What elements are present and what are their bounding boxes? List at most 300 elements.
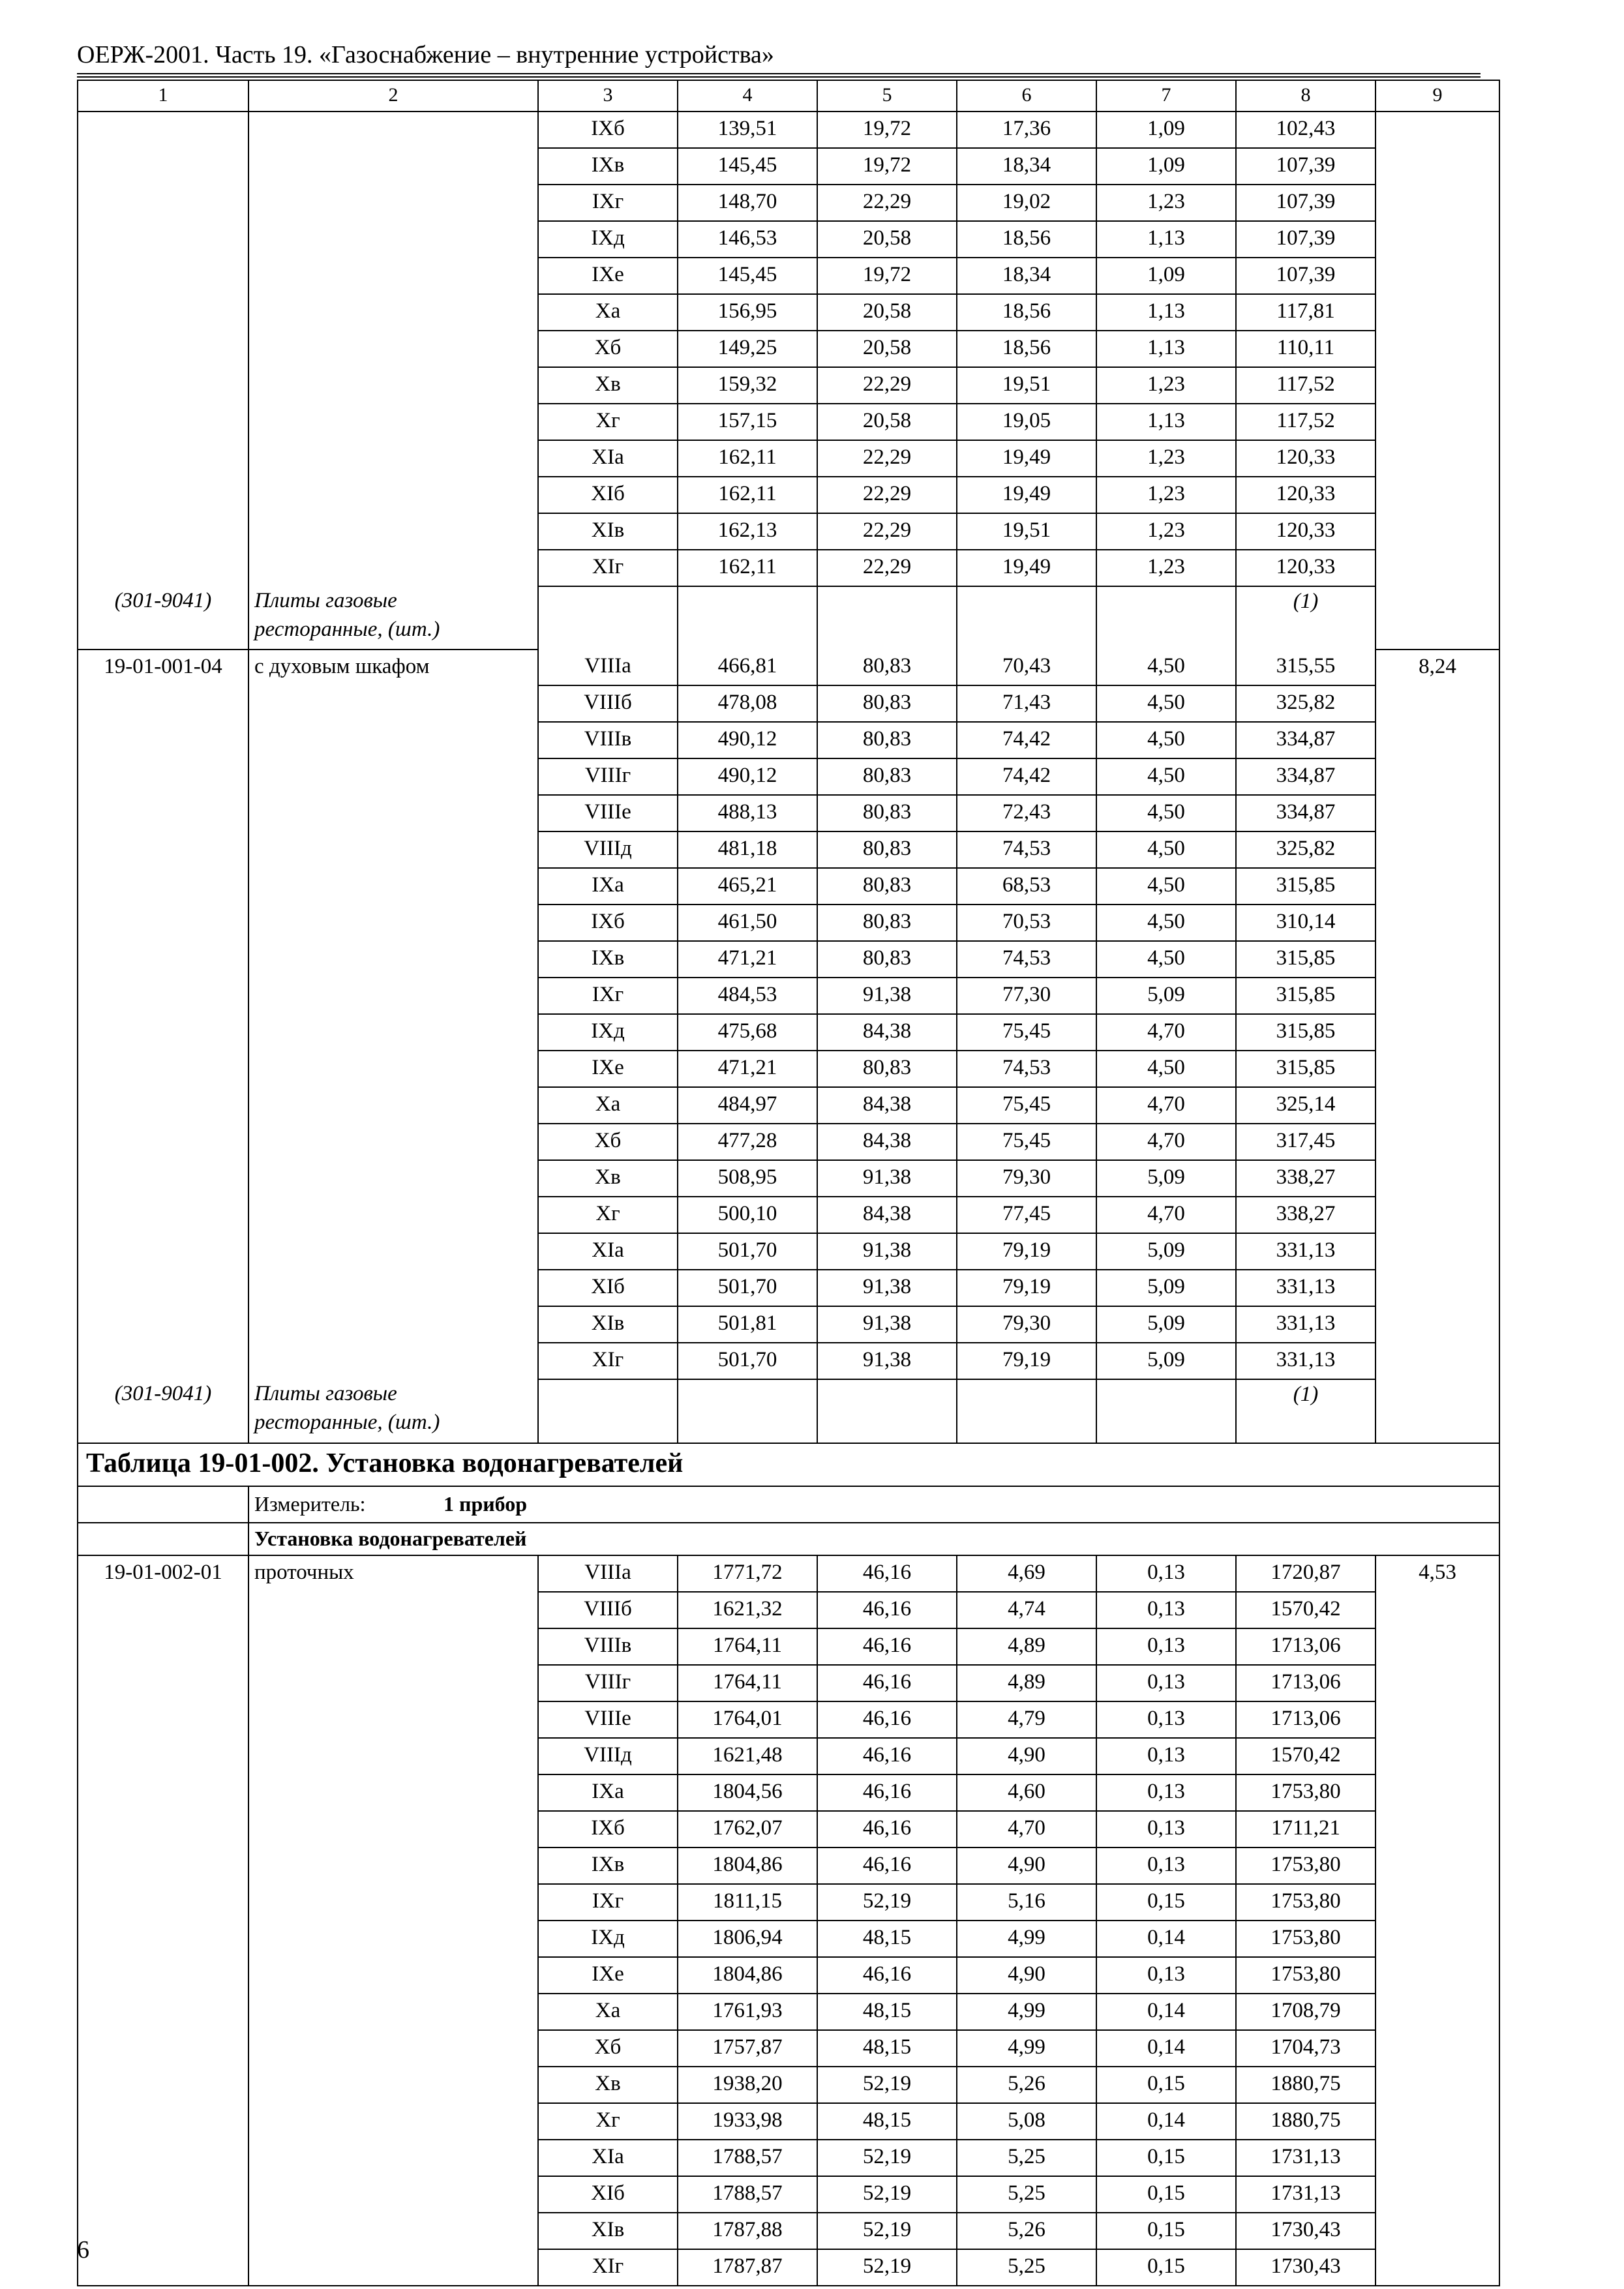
value-cell: 4,89 — [957, 1628, 1096, 1665]
value-cell: 68,53 — [957, 868, 1096, 905]
table-row — [78, 2249, 1499, 2286]
value-cell: 4,69 — [957, 1555, 1096, 1592]
table-row — [78, 331, 1499, 367]
table-cell — [78, 868, 248, 905]
table-cell — [1376, 795, 1499, 831]
table-cell — [78, 440, 248, 477]
column-number-row — [78, 80, 1499, 112]
value-cell: 501,70 — [678, 1343, 817, 1379]
table-cell — [78, 1343, 248, 1379]
value-cell: 1570,42 — [1236, 1738, 1376, 1774]
table-row — [78, 1124, 1499, 1160]
zone-cell: Xб — [538, 2030, 678, 2067]
value-cell: 157,15 — [678, 404, 817, 440]
value-cell: 79,19 — [957, 1270, 1096, 1306]
table-row — [78, 1087, 1499, 1124]
table-cell — [1376, 2030, 1499, 2067]
value-cell: 501,81 — [678, 1306, 817, 1343]
table-cell — [78, 477, 248, 513]
table-row — [78, 1233, 1499, 1270]
value-cell: 477,28 — [678, 1124, 817, 1160]
table-row — [78, 404, 1499, 440]
value-cell: 20,58 — [817, 221, 957, 258]
value-cell: 0,14 — [1096, 1994, 1236, 2030]
table-cell — [1376, 831, 1499, 868]
table-cell — [78, 550, 248, 586]
resource-code: (301-9041) — [78, 1379, 248, 1443]
value-cell: 19,02 — [957, 185, 1096, 221]
table-cell — [957, 1379, 1096, 1443]
table-cell — [78, 795, 248, 831]
table-cell — [248, 1884, 538, 1921]
table-cell — [248, 1994, 538, 2030]
table-cell — [1376, 477, 1499, 513]
table-cell — [248, 1051, 538, 1087]
value-cell: 0,15 — [1096, 2067, 1236, 2103]
zone-cell: Xа — [538, 1087, 678, 1124]
zone-cell: IXд — [538, 1921, 678, 1957]
value-cell: 334,87 — [1236, 795, 1376, 831]
value-cell: 110,11 — [1236, 331, 1376, 367]
table-cell — [1376, 1738, 1499, 1774]
value-cell: 4,70 — [1096, 1197, 1236, 1233]
value-cell: 478,08 — [678, 685, 817, 722]
value-cell: 80,83 — [817, 758, 957, 795]
value-cell: 4,70 — [957, 1811, 1096, 1848]
table-row — [78, 1270, 1499, 1306]
value-cell: 4,50 — [1096, 1051, 1236, 1087]
table-row — [78, 1957, 1499, 1994]
table-row — [78, 650, 1499, 685]
table-cell — [1376, 905, 1499, 941]
value-cell: 490,12 — [678, 722, 817, 758]
table-row — [78, 868, 1499, 905]
value-cell: 18,56 — [957, 221, 1096, 258]
value-cell: 0,13 — [1096, 1628, 1236, 1665]
table-cell — [78, 978, 248, 1014]
table-title: Таблица 19-01-002. Установка водонагревателей — [78, 1443, 1499, 1486]
subsection-title: Установка водонагревателей — [248, 1523, 1499, 1555]
value-cell: 4,99 — [957, 1994, 1096, 2030]
table-cell — [1376, 1994, 1499, 2030]
resource-name-line: ресторанные, (шт.) — [254, 618, 440, 641]
column-number: 1 — [78, 80, 248, 112]
table-row — [78, 550, 1499, 586]
table-cell — [78, 2140, 248, 2176]
value-cell: 4,90 — [957, 1848, 1096, 1884]
value-cell: 500,10 — [678, 1197, 817, 1233]
value-cell: 162,11 — [678, 550, 817, 586]
value-cell: 1,23 — [1096, 440, 1236, 477]
table-cell — [1376, 1592, 1499, 1628]
value-cell: 70,53 — [957, 905, 1096, 941]
value-cell: 471,21 — [678, 1051, 817, 1087]
value-cell: 1753,80 — [1236, 1884, 1376, 1921]
table-row — [78, 294, 1499, 331]
table-cell — [78, 513, 248, 550]
table-cell — [78, 2176, 248, 2213]
table-cell — [957, 586, 1096, 650]
value-cell: 74,42 — [957, 722, 1096, 758]
value-cell: 80,83 — [817, 831, 957, 868]
value-cell: 79,30 — [957, 1306, 1096, 1343]
table-cell — [248, 868, 538, 905]
table-cell — [1376, 367, 1499, 404]
zone-cell: VIIIг — [538, 1665, 678, 1701]
value-cell: 465,21 — [678, 868, 817, 905]
value-cell: 46,16 — [817, 1555, 957, 1592]
value-cell: 48,15 — [817, 2030, 957, 2067]
value-cell: 18,56 — [957, 294, 1096, 331]
table-cell — [78, 1884, 248, 1921]
table-title-row — [78, 1443, 1499, 1486]
value-cell: 74,53 — [957, 1051, 1096, 1087]
value-cell: 46,16 — [817, 1592, 957, 1628]
value-cell: 22,29 — [817, 477, 957, 513]
value-cell: 120,33 — [1236, 477, 1376, 513]
table-cell — [1376, 112, 1499, 148]
value-cell: 1804,86 — [678, 1957, 817, 1994]
value-cell: 80,83 — [817, 650, 957, 685]
value-cell: 334,87 — [1236, 758, 1376, 795]
table-cell — [78, 1994, 248, 2030]
value-cell: 4,99 — [957, 2030, 1096, 2067]
value-cell: 91,38 — [817, 1343, 957, 1379]
rates-table — [77, 80, 1500, 2286]
table-cell — [78, 905, 248, 941]
value-cell: 46,16 — [817, 1738, 957, 1774]
value-cell: 1933,98 — [678, 2103, 817, 2140]
table-cell — [78, 112, 248, 148]
value-cell: 4,50 — [1096, 685, 1236, 722]
value-cell: 4,50 — [1096, 758, 1236, 795]
table-cell — [678, 586, 817, 650]
table-row — [78, 1555, 1499, 1592]
table-cell — [817, 1379, 957, 1443]
zone-cell: IXг — [538, 978, 678, 1014]
zone-cell: Xг — [538, 1197, 678, 1233]
value-cell: 46,16 — [817, 1628, 957, 1665]
table-cell — [1376, 2249, 1499, 2286]
table-row — [78, 758, 1499, 795]
table-cell — [78, 331, 248, 367]
value-cell: 4,50 — [1096, 868, 1236, 905]
value-cell: 5,08 — [957, 2103, 1096, 2140]
zone-cell: Xг — [538, 404, 678, 440]
table-cell — [1376, 1774, 1499, 1811]
zone-cell: Xв — [538, 2067, 678, 2103]
value-cell: 315,85 — [1236, 1051, 1376, 1087]
resource-name-line: ресторанные, (шт.) — [254, 1411, 440, 1434]
table-row — [78, 367, 1499, 404]
value-cell: 1771,72 — [678, 1555, 817, 1592]
value-cell: 1,09 — [1096, 148, 1236, 185]
value-cell: 5,09 — [1096, 1270, 1236, 1306]
rate-name: с духовым шкафом — [248, 650, 538, 685]
value-cell: 52,19 — [817, 2176, 957, 2213]
value-cell: 315,85 — [1236, 868, 1376, 905]
value-cell: 139,51 — [678, 112, 817, 148]
value-cell: 117,81 — [1236, 294, 1376, 331]
value-cell: 338,27 — [1236, 1197, 1376, 1233]
zone-cell: XIв — [538, 1306, 678, 1343]
value-cell: 0,14 — [1096, 2030, 1236, 2067]
table-cell — [78, 1921, 248, 1957]
table-cell — [78, 185, 248, 221]
value-cell: 75,45 — [957, 1014, 1096, 1051]
value-cell: 0,15 — [1096, 2249, 1236, 2286]
table-cell — [248, 1701, 538, 1738]
table-cell — [1376, 685, 1499, 722]
value-cell: 74,53 — [957, 941, 1096, 978]
zone-cell: XIв — [538, 513, 678, 550]
value-cell: 471,21 — [678, 941, 817, 978]
table-row — [78, 477, 1499, 513]
table-row — [78, 831, 1499, 868]
table-cell — [1376, 1160, 1499, 1197]
value-cell: 1,23 — [1096, 367, 1236, 404]
meter-row — [78, 1486, 1499, 1523]
table-cell — [248, 2103, 538, 2140]
value-cell: 19,51 — [957, 367, 1096, 404]
table-row — [78, 1701, 1499, 1738]
table-row — [78, 1738, 1499, 1774]
value-cell: 4,50 — [1096, 795, 1236, 831]
table-cell — [248, 2176, 538, 2213]
table-cell — [78, 2067, 248, 2103]
table-cell — [78, 2103, 248, 2140]
value-cell: 1757,87 — [678, 2030, 817, 2067]
zone-cell: IXб — [538, 112, 678, 148]
value-cell: 46,16 — [817, 1848, 957, 1884]
column-number: 3 — [538, 80, 678, 112]
table-row — [78, 1774, 1499, 1811]
table-row — [78, 2213, 1499, 2249]
zone-cell: XIа — [538, 2140, 678, 2176]
value-cell: 70,43 — [957, 650, 1096, 685]
table-cell — [1376, 1701, 1499, 1738]
value-cell: 48,15 — [817, 1994, 957, 2030]
value-cell: 80,83 — [817, 685, 957, 722]
value-cell: 19,49 — [957, 477, 1096, 513]
value-cell: 5,09 — [1096, 978, 1236, 1014]
value-cell: 75,45 — [957, 1087, 1096, 1124]
value-cell: 5,09 — [1096, 1343, 1236, 1379]
value-cell: 0,13 — [1096, 1701, 1236, 1738]
value-cell: 1,23 — [1096, 185, 1236, 221]
table-cell — [248, 1014, 538, 1051]
value-cell: 1731,13 — [1236, 2176, 1376, 2213]
value-cell: 1,23 — [1096, 550, 1236, 586]
table-cell — [248, 1270, 538, 1306]
value-cell: 1753,80 — [1236, 1848, 1376, 1884]
zone-cell: Xб — [538, 1124, 678, 1160]
zone-cell: VIIIа — [538, 650, 678, 685]
table-row — [78, 1884, 1499, 1921]
value-cell: 1787,87 — [678, 2249, 817, 2286]
table-cell — [1376, 1051, 1499, 1087]
table-cell — [1376, 513, 1499, 550]
value-cell: 1708,79 — [1236, 1994, 1376, 2030]
zone-cell: IXд — [538, 1014, 678, 1051]
table-cell — [78, 685, 248, 722]
value-cell: 84,38 — [817, 1197, 957, 1233]
table-cell — [1376, 185, 1499, 221]
table-cell — [248, 477, 538, 513]
meter-label: Измеритель: — [254, 1492, 366, 1516]
table-cell — [248, 331, 538, 367]
value-cell: 481,18 — [678, 831, 817, 868]
value-cell: 79,19 — [957, 1233, 1096, 1270]
table-cell — [1376, 1343, 1499, 1379]
table-cell — [1376, 1921, 1499, 1957]
table-row — [78, 221, 1499, 258]
value-cell: 18,34 — [957, 258, 1096, 294]
value-cell: 1713,06 — [1236, 1665, 1376, 1701]
value-cell: 22,29 — [817, 367, 957, 404]
table-cell — [248, 978, 538, 1014]
table-cell — [248, 1957, 538, 1994]
table-cell — [248, 258, 538, 294]
value-cell: 148,70 — [678, 185, 817, 221]
table-cell — [78, 1124, 248, 1160]
value-cell: 80,83 — [817, 795, 957, 831]
table-cell — [78, 258, 248, 294]
table-row — [78, 2176, 1499, 2213]
value-cell: 117,52 — [1236, 367, 1376, 404]
value-cell: 5,25 — [957, 2249, 1096, 2286]
value-cell: 317,45 — [1236, 1124, 1376, 1160]
zone-cell: IXб — [538, 905, 678, 941]
table-cell — [248, 758, 538, 795]
value-cell: 117,52 — [1236, 404, 1376, 440]
zone-cell: Xа — [538, 1994, 678, 2030]
table-cell — [1376, 1665, 1499, 1701]
value-cell: 162,11 — [678, 440, 817, 477]
table-cell — [248, 148, 538, 185]
value-cell: 4,90 — [957, 1957, 1096, 1994]
value-cell: 1788,57 — [678, 2176, 817, 2213]
table-cell — [248, 1233, 538, 1270]
value-cell: 84,38 — [817, 1087, 957, 1124]
zone-cell: XIб — [538, 1270, 678, 1306]
value-cell: 1880,75 — [1236, 2103, 1376, 2140]
value-cell: 18,34 — [957, 148, 1096, 185]
value-cell: 107,39 — [1236, 185, 1376, 221]
zone-cell: XIг — [538, 1343, 678, 1379]
page-header-title: ОЕРЖ-2001. Часть 19. «Газоснабжение – внутренние устройства» — [77, 41, 774, 68]
table-row — [78, 1160, 1499, 1197]
table-cell — [1376, 1848, 1499, 1884]
value-cell: 1804,86 — [678, 1848, 817, 1884]
value-cell: 4,50 — [1096, 905, 1236, 941]
value-cell: 162,11 — [678, 477, 817, 513]
value-cell: 315,55 — [1236, 650, 1376, 685]
table-cell — [78, 2249, 248, 2286]
rate-code: 19-01-001-04 — [78, 650, 248, 685]
value-cell: 46,16 — [817, 1774, 957, 1811]
value-cell: 0,14 — [1096, 2103, 1236, 2140]
table-cell — [1376, 2103, 1499, 2140]
value-cell: 91,38 — [817, 1270, 957, 1306]
value-cell: 1730,43 — [1236, 2249, 1376, 2286]
table-cell — [248, 440, 538, 477]
value-cell: 1,23 — [1096, 477, 1236, 513]
value-cell: 84,38 — [817, 1014, 957, 1051]
value-cell: 91,38 — [817, 1233, 957, 1270]
value-cell: 0,13 — [1096, 1774, 1236, 1811]
meter-value: 1 прибор — [444, 1492, 528, 1516]
value-cell: 334,87 — [1236, 722, 1376, 758]
table-cell — [78, 148, 248, 185]
value-cell: 5,09 — [1096, 1160, 1236, 1197]
table-cell — [78, 2213, 248, 2249]
value-cell: 315,85 — [1236, 1014, 1376, 1051]
zone-cell: IXв — [538, 148, 678, 185]
value-cell: 1713,06 — [1236, 1701, 1376, 1738]
zone-cell: XIг — [538, 550, 678, 586]
table-cell — [248, 221, 538, 258]
value-cell: 80,83 — [817, 905, 957, 941]
value-cell: 120,33 — [1236, 513, 1376, 550]
table-cell — [1376, 2176, 1499, 2213]
zone-cell: IXд — [538, 221, 678, 258]
table-cell — [248, 1197, 538, 1233]
value-cell: 4,74 — [957, 1592, 1096, 1628]
table-cell — [78, 1087, 248, 1124]
value-cell: 19,72 — [817, 148, 957, 185]
table-cell — [1376, 258, 1499, 294]
value-cell: 19,51 — [957, 513, 1096, 550]
value-cell: 19,49 — [957, 550, 1096, 586]
table-cell — [78, 1197, 248, 1233]
column-number: 6 — [957, 80, 1096, 112]
zone-cell: VIIIв — [538, 1628, 678, 1665]
value-cell: 490,12 — [678, 758, 817, 795]
value-cell: 0,13 — [1096, 1957, 1236, 1994]
value-cell: 5,26 — [957, 2067, 1096, 2103]
table-cell — [248, 1811, 538, 1848]
value-cell: 1938,20 — [678, 2067, 817, 2103]
zone-cell: IXа — [538, 868, 678, 905]
value-cell: 1720,87 — [1236, 1555, 1376, 1592]
column-number: 5 — [817, 80, 957, 112]
value-cell: 52,19 — [817, 1884, 957, 1921]
zone-cell: IXг — [538, 1884, 678, 1921]
value-cell: 18,56 — [957, 331, 1096, 367]
table-cell — [1376, 1233, 1499, 1270]
table-cell — [1096, 1379, 1236, 1443]
value-cell: 19,72 — [817, 258, 957, 294]
value-cell: 77,30 — [957, 978, 1096, 1014]
value-cell: 1713,06 — [1236, 1628, 1376, 1665]
value-cell: 120,33 — [1236, 440, 1376, 477]
table-cell — [248, 2249, 538, 2286]
zone-cell: Xв — [538, 367, 678, 404]
table-cell — [78, 1665, 248, 1701]
column-number: 8 — [1236, 80, 1376, 112]
value-cell: 46,16 — [817, 1811, 957, 1848]
header-rule-top — [77, 73, 1481, 74]
value-cell: 1,13 — [1096, 404, 1236, 440]
value-cell: 310,14 — [1236, 905, 1376, 941]
table-row — [78, 1811, 1499, 1848]
resource-row — [78, 1379, 1499, 1443]
resource-name-line: Плиты газовые — [254, 1382, 397, 1405]
zone-cell: Xв — [538, 1160, 678, 1197]
table-cell — [78, 1848, 248, 1884]
value-cell: 107,39 — [1236, 258, 1376, 294]
